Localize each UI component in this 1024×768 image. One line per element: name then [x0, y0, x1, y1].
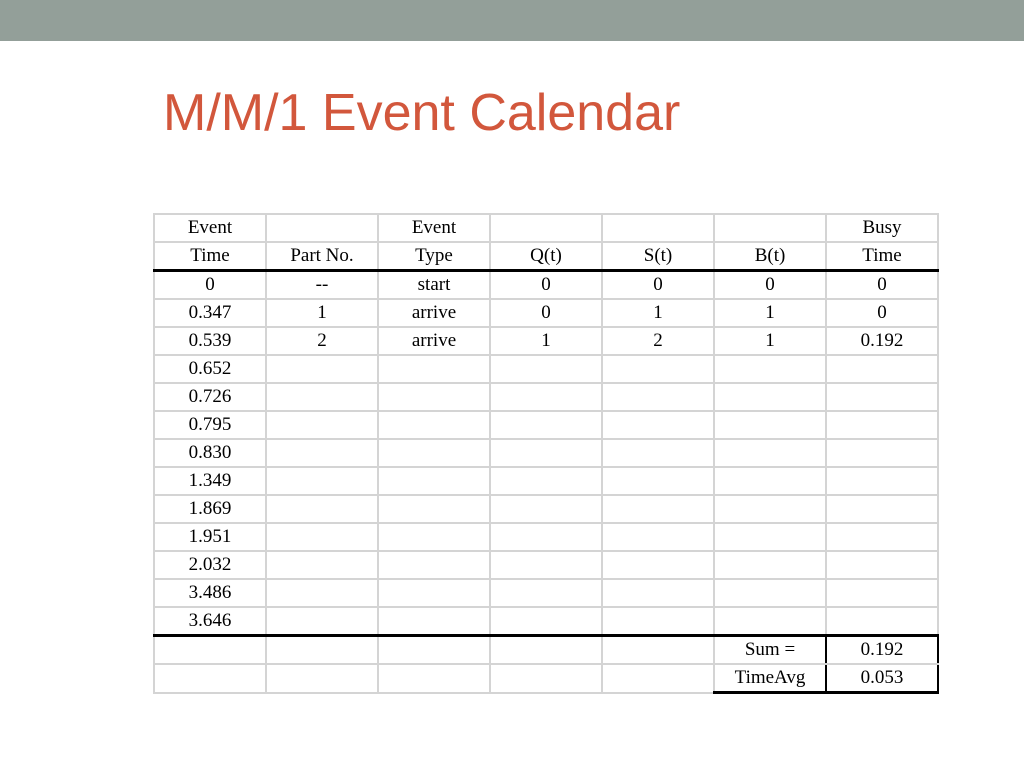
cell-event-time: 1.349 [154, 467, 266, 495]
cell-b [714, 607, 826, 636]
cell-part-no [266, 439, 378, 467]
cell-b [714, 383, 826, 411]
cell-busy-time [826, 495, 938, 523]
cell-event-type [378, 523, 490, 551]
event-calendar-table-wrapper [153, 213, 939, 694]
cell-q: 1 [490, 327, 602, 355]
cell-part-no [266, 383, 378, 411]
cell-event-type [378, 383, 490, 411]
summary-row [154, 636, 938, 665]
cell-b [714, 355, 826, 383]
table-body [154, 214, 938, 693]
cell-busy-time: Time [826, 242, 938, 271]
table-row [154, 271, 938, 300]
cell-busy-time [826, 383, 938, 411]
cell-part-no [266, 579, 378, 607]
cell-event-type: start [378, 271, 490, 300]
table-row [154, 383, 938, 411]
summary-label: Sum = [714, 636, 826, 665]
table-row [154, 411, 938, 439]
table-row [154, 551, 938, 579]
empty-cell [602, 636, 714, 665]
cell-busy-time: 0 [826, 299, 938, 327]
top-banner [0, 0, 1024, 41]
cell-s [602, 383, 714, 411]
cell-s [602, 439, 714, 467]
cell-event-time: 0.539 [154, 327, 266, 355]
cell-q [490, 607, 602, 636]
summary-value: 0.192 [826, 636, 938, 665]
cell-s [602, 495, 714, 523]
summary-row [154, 664, 938, 693]
table-row [154, 579, 938, 607]
cell-event-time: 0 [154, 271, 266, 300]
cell-b [714, 551, 826, 579]
cell-event-time: Event [154, 214, 266, 242]
cell-part-no: -- [266, 271, 378, 300]
cell-event-time: 0.652 [154, 355, 266, 383]
cell-q: Q(t) [490, 242, 602, 271]
cell-event-type [378, 411, 490, 439]
empty-cell [490, 636, 602, 665]
cell-s [602, 467, 714, 495]
empty-cell [378, 664, 490, 693]
header-row [154, 242, 938, 271]
empty-cell [266, 664, 378, 693]
cell-q [490, 383, 602, 411]
cell-b: 1 [714, 327, 826, 355]
empty-cell [266, 636, 378, 665]
slide-title: M/M/1 Event Calendar [163, 84, 681, 142]
cell-busy-time [826, 439, 938, 467]
cell-b: 0 [714, 271, 826, 300]
cell-s: 0 [602, 271, 714, 300]
empty-cell [378, 636, 490, 665]
cell-busy-time [826, 551, 938, 579]
cell-b [714, 439, 826, 467]
cell-event-time: 0.347 [154, 299, 266, 327]
cell-event-time: Time [154, 242, 266, 271]
table-row [154, 607, 938, 636]
table-row [154, 467, 938, 495]
cell-event-time: 1.869 [154, 495, 266, 523]
cell-event-type: Event [378, 214, 490, 242]
cell-part-no: 2 [266, 327, 378, 355]
cell-busy-time [826, 523, 938, 551]
cell-busy-time [826, 579, 938, 607]
cell-s [602, 411, 714, 439]
cell-event-type: arrive [378, 299, 490, 327]
cell-event-time: 0.795 [154, 411, 266, 439]
cell-busy-time: 0.192 [826, 327, 938, 355]
cell-part-no [266, 551, 378, 579]
empty-cell [154, 636, 266, 665]
cell-event-time: 2.032 [154, 551, 266, 579]
cell-busy-time [826, 607, 938, 636]
cell-event-type [378, 355, 490, 383]
cell-s [602, 607, 714, 636]
cell-b [714, 523, 826, 551]
cell-busy-time [826, 411, 938, 439]
table-row [154, 327, 938, 355]
cell-s [602, 523, 714, 551]
table-row [154, 439, 938, 467]
cell-event-type: arrive [378, 327, 490, 355]
table-row [154, 523, 938, 551]
cell-b [714, 579, 826, 607]
cell-s [602, 355, 714, 383]
cell-b [714, 467, 826, 495]
header-row [154, 214, 938, 242]
table-row [154, 355, 938, 383]
empty-cell [490, 664, 602, 693]
cell-event-type [378, 579, 490, 607]
cell-event-time: 0.830 [154, 439, 266, 467]
cell-busy-time [826, 355, 938, 383]
cell-s [602, 214, 714, 242]
cell-q [490, 551, 602, 579]
empty-cell [602, 664, 714, 693]
cell-q [490, 411, 602, 439]
cell-event-time: 0.726 [154, 383, 266, 411]
cell-b [714, 214, 826, 242]
cell-part-no [266, 411, 378, 439]
cell-q [490, 495, 602, 523]
cell-b [714, 495, 826, 523]
cell-q [490, 523, 602, 551]
cell-s: S(t) [602, 242, 714, 271]
cell-part-no [266, 467, 378, 495]
empty-cell [154, 664, 266, 693]
cell-q [490, 214, 602, 242]
cell-b [714, 411, 826, 439]
cell-busy-time [826, 467, 938, 495]
cell-event-type [378, 607, 490, 636]
cell-event-type [378, 467, 490, 495]
cell-event-type: Type [378, 242, 490, 271]
cell-q [490, 467, 602, 495]
summary-label: TimeAvg [714, 664, 826, 693]
cell-event-type [378, 551, 490, 579]
cell-b: 1 [714, 299, 826, 327]
summary-value: 0.053 [826, 664, 938, 693]
cell-busy-time: 0 [826, 271, 938, 300]
cell-b: B(t) [714, 242, 826, 271]
cell-event-type [378, 495, 490, 523]
cell-s: 2 [602, 327, 714, 355]
cell-busy-time: Busy [826, 214, 938, 242]
cell-event-time: 3.646 [154, 607, 266, 636]
cell-event-time: 1.951 [154, 523, 266, 551]
cell-part-no: 1 [266, 299, 378, 327]
cell-event-time: 3.486 [154, 579, 266, 607]
event-calendar-table [153, 213, 939, 694]
table-row [154, 495, 938, 523]
cell-s: 1 [602, 299, 714, 327]
table-row [154, 299, 938, 327]
cell-part-no [266, 495, 378, 523]
cell-part-no [266, 607, 378, 636]
cell-q [490, 579, 602, 607]
cell-part-no [266, 523, 378, 551]
cell-q: 0 [490, 299, 602, 327]
cell-part-no [266, 355, 378, 383]
cell-s [602, 551, 714, 579]
cell-part-no: Part No. [266, 242, 378, 271]
cell-q: 0 [490, 271, 602, 300]
cell-s [602, 579, 714, 607]
cell-event-type [378, 439, 490, 467]
cell-part-no [266, 214, 378, 242]
cell-q [490, 355, 602, 383]
cell-q [490, 439, 602, 467]
